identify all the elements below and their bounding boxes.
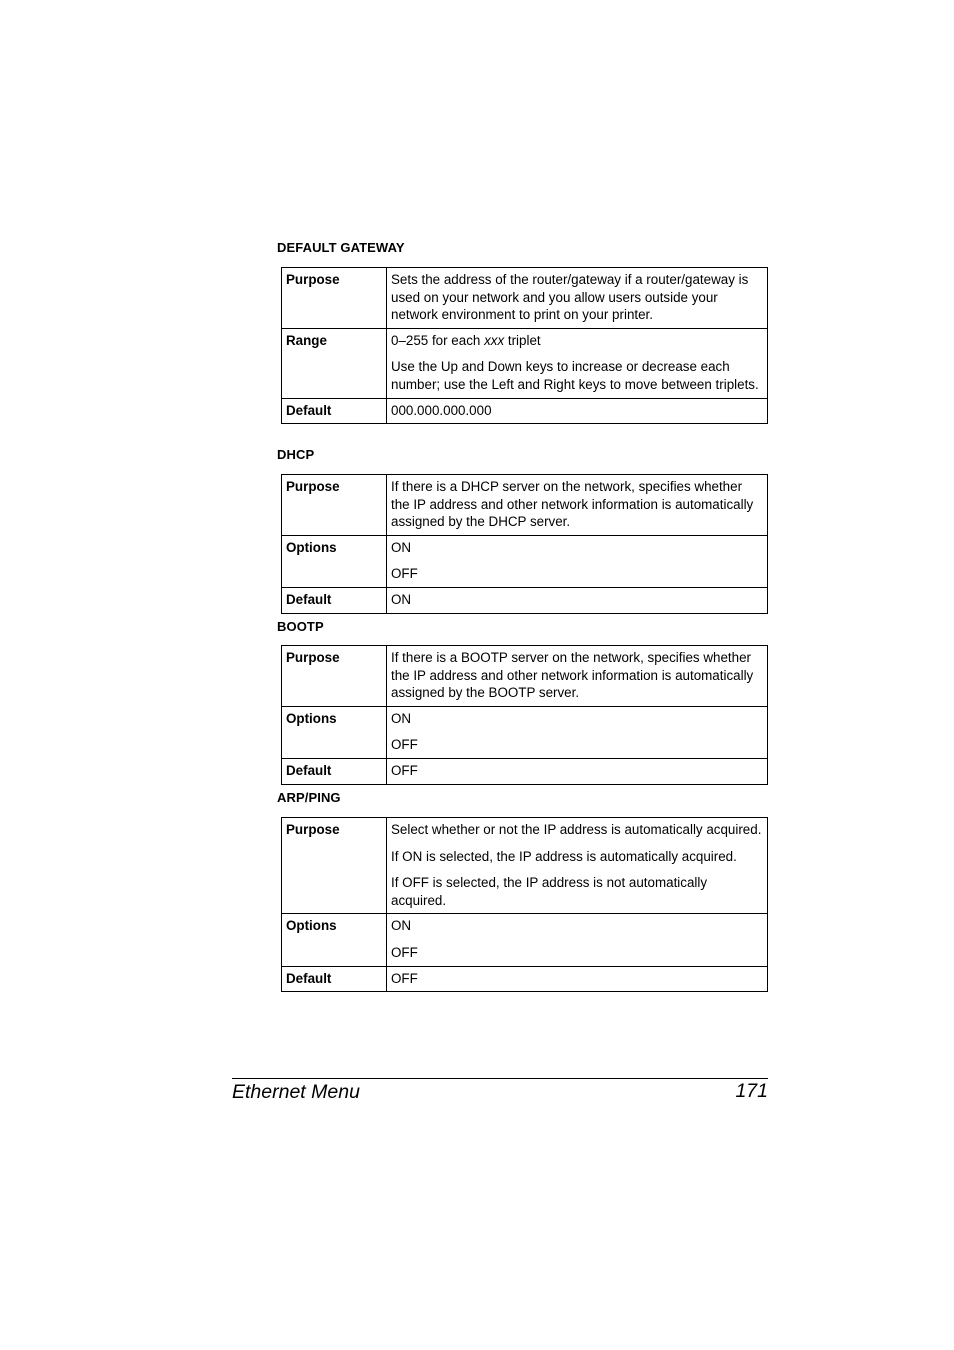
range-note: Use the Up and Down keys to increase or decrease each number; use the Left and Right keys to move between triplets. xyxy=(391,359,759,392)
table-row xyxy=(282,914,768,966)
default-gateway-table xyxy=(281,267,768,424)
options-list xyxy=(387,535,768,587)
purpose-text: If there is a BOOTP server on the network, specifies whether the IP address and other network information is automatically assigned by the BOOTP server. xyxy=(387,646,768,707)
section-heading-dhcp: DHCP xyxy=(277,447,315,462)
default-label: Default xyxy=(282,587,387,613)
table-row xyxy=(282,706,768,758)
page-number: 171 xyxy=(735,1080,768,1102)
section-heading-bootp: BOOTP xyxy=(277,619,324,634)
table-row xyxy=(282,475,768,536)
purpose-label: Purpose xyxy=(282,268,387,329)
options-list xyxy=(387,914,768,966)
option-off: OFF xyxy=(391,737,418,753)
default-value: ON xyxy=(387,587,768,613)
purpose-paragraph: If OFF is selected, the IP address is not automatically acquired. xyxy=(391,875,708,908)
default-label: Default xyxy=(282,966,387,992)
table-row xyxy=(282,758,768,784)
table-row xyxy=(282,535,768,587)
options-label: Options xyxy=(282,914,387,966)
table-row xyxy=(282,966,768,992)
option-on: ON xyxy=(391,539,412,555)
option-off: OFF xyxy=(391,566,418,582)
purpose-label: Purpose xyxy=(282,818,387,914)
default-value: OFF xyxy=(387,966,768,992)
default-value: 000.000.000.000 xyxy=(387,398,768,424)
purpose-text: Sets the address of the router/gateway if a router/gateway is used on your network and you allow users outside your network environment to print on your printer. xyxy=(387,268,768,329)
table-row xyxy=(282,398,768,424)
default-value: OFF xyxy=(387,758,768,784)
options-label: Options xyxy=(282,535,387,587)
footer-divider xyxy=(232,1078,768,1079)
range-value: 0–255 for each xxx triplet xyxy=(391,332,541,348)
footer-chapter-title: Ethernet Menu xyxy=(232,1081,360,1103)
range-label: Range xyxy=(282,328,387,398)
table-row xyxy=(282,587,768,613)
range-text xyxy=(387,328,768,398)
purpose-label: Purpose xyxy=(282,646,387,707)
table-row xyxy=(282,646,768,707)
default-label: Default xyxy=(282,758,387,784)
table-row xyxy=(282,328,768,398)
default-label: Default xyxy=(282,398,387,424)
purpose-paragraph: If ON is selected, the IP address is automatically acquired. xyxy=(391,848,737,864)
options-list xyxy=(387,706,768,758)
purpose-paragraph: Select whether or not the IP address is automatically acquired. xyxy=(391,822,762,837)
option-on: ON xyxy=(391,918,412,934)
section-heading-arp-ping: ARP/PING xyxy=(277,790,341,805)
bootp-table xyxy=(281,645,768,785)
table-row xyxy=(282,818,768,914)
dhcp-table xyxy=(281,474,768,614)
options-label: Options xyxy=(282,706,387,758)
table-row xyxy=(282,268,768,329)
purpose-text xyxy=(387,818,768,914)
purpose-text: If there is a DHCP server on the network, specifies whether the IP address and other network information is automatically assigned by the DHCP server. xyxy=(387,475,768,536)
purpose-label: Purpose xyxy=(282,475,387,536)
option-off: OFF xyxy=(391,944,418,960)
arp-ping-table xyxy=(281,817,768,992)
option-on: ON xyxy=(391,710,412,726)
section-heading-default-gateway: DEFAULT GATEWAY xyxy=(277,240,405,255)
